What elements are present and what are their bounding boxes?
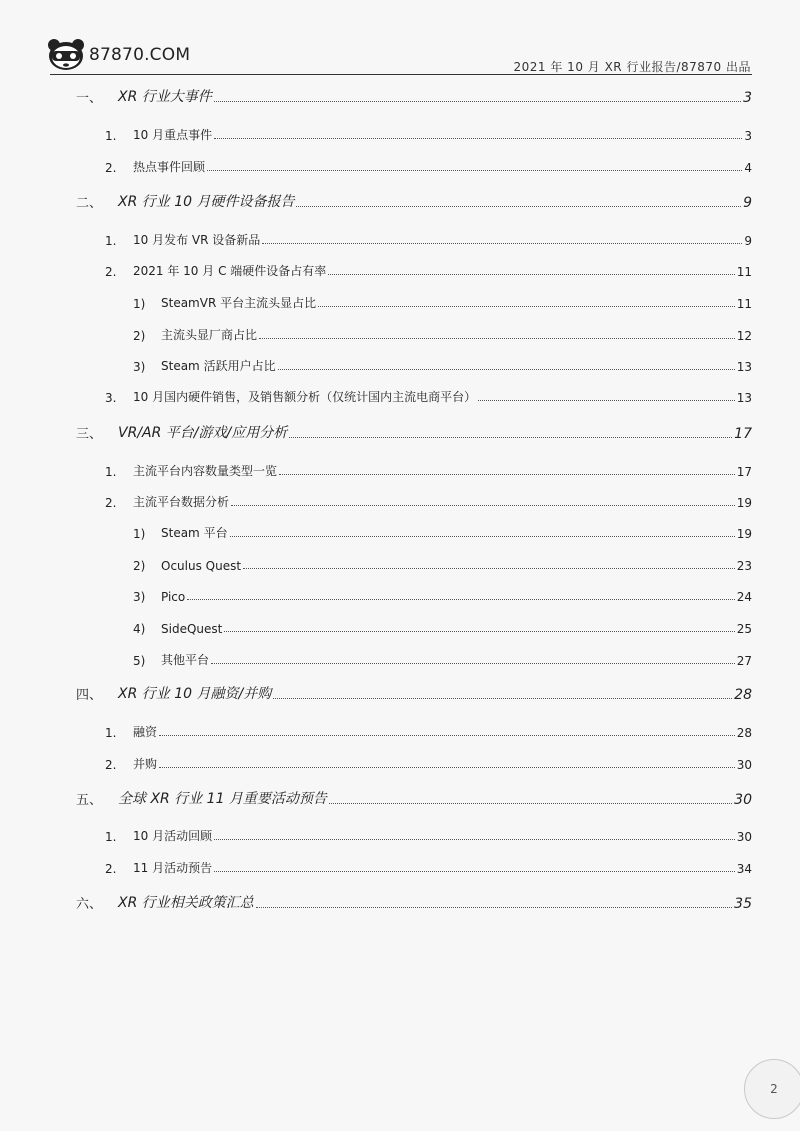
toc-number: 1) xyxy=(133,297,146,311)
toc-page: 4 xyxy=(744,161,752,175)
toc-page: 12 xyxy=(736,329,752,343)
toc-title: SteamVR 平台主流头显占比 xyxy=(161,296,317,310)
toc-title: 其他平台 xyxy=(161,653,210,667)
dot-leader xyxy=(259,338,735,339)
toc-entry[interactable] xyxy=(133,293,752,311)
dot-leader xyxy=(279,474,735,475)
toc-entry[interactable] xyxy=(105,858,752,876)
toc-entry[interactable] xyxy=(76,424,752,442)
toc-title: Steam 活跃用户占比 xyxy=(161,359,276,373)
toc-number: 2. xyxy=(105,862,117,876)
toc-title: 2021 年 10 月 C 端硬件设备占有率 xyxy=(133,264,327,278)
toc-entry[interactable] xyxy=(133,618,752,636)
dot-leader xyxy=(256,907,732,908)
dot-leader xyxy=(328,274,734,275)
toc-number: 1) xyxy=(133,527,146,541)
dot-leader xyxy=(478,400,735,401)
toc-entry[interactable] xyxy=(105,826,752,844)
toc-title: XR 行业 10 月硬件设备报告 xyxy=(118,194,295,210)
dot-leader xyxy=(207,170,742,171)
dot-leader xyxy=(329,803,732,804)
dot-leader xyxy=(318,306,735,307)
toc-title: 11 月活动预告 xyxy=(133,861,213,875)
dot-leader xyxy=(211,663,735,664)
dot-leader xyxy=(296,206,741,207)
dot-leader xyxy=(289,437,732,438)
dot-leader xyxy=(187,599,734,600)
toc-entry[interactable] xyxy=(105,754,752,772)
toc-entry[interactable] xyxy=(76,193,752,211)
page-number-badge xyxy=(744,1059,800,1119)
toc-page: 27 xyxy=(736,654,752,668)
header-divider xyxy=(50,74,752,75)
panda-logo-icon xyxy=(47,38,85,72)
toc-number: 5) xyxy=(133,654,146,668)
toc-number: 2. xyxy=(105,265,117,279)
toc-number: 2. xyxy=(105,161,117,175)
dot-leader xyxy=(230,536,735,537)
toc-page: 17 xyxy=(734,426,752,442)
toc-number: 3. xyxy=(105,391,117,405)
toc-entry[interactable] xyxy=(105,157,752,175)
toc-number: 2) xyxy=(133,559,146,573)
toc-page: 19 xyxy=(736,496,752,510)
toc-number: 1. xyxy=(105,726,117,740)
toc-title: 主流平台数据分析 xyxy=(133,495,230,509)
toc-page: 9 xyxy=(744,234,752,248)
logo-text: 87870.COM xyxy=(89,45,191,65)
dot-leader xyxy=(273,698,732,699)
toc-entry[interactable] xyxy=(105,387,752,405)
dot-leader xyxy=(262,243,742,244)
dot-leader xyxy=(214,138,742,139)
toc-number: 1. xyxy=(105,234,117,248)
logo xyxy=(47,38,190,72)
toc-page: 13 xyxy=(736,391,752,405)
toc-page: 3 xyxy=(744,129,752,143)
toc-title: 主流头显厂商占比 xyxy=(161,328,258,342)
header-title: 2021 年 10 月 XR 行业报告/87870 出品 xyxy=(513,60,751,74)
toc-entry[interactable] xyxy=(133,650,752,668)
toc-number: 四、 xyxy=(76,688,103,703)
dot-leader xyxy=(214,101,741,102)
toc-number: 3) xyxy=(133,590,146,604)
toc-title: 10 月发布 VR 设备新品 xyxy=(133,233,261,247)
toc-entry[interactable] xyxy=(105,125,752,143)
toc-page: 34 xyxy=(736,862,752,876)
toc-entry[interactable] xyxy=(105,230,752,248)
toc-page: 11 xyxy=(736,297,752,311)
toc-number: 2. xyxy=(105,496,117,510)
toc-page: 30 xyxy=(736,830,752,844)
toc-page: 9 xyxy=(743,195,752,211)
toc-title: VR/AR 平台/游戏/应用分析 xyxy=(118,425,288,441)
toc-page: 30 xyxy=(734,792,752,808)
toc-title: XR 行业相关政策汇总 xyxy=(118,895,254,911)
toc-number: 3) xyxy=(133,360,146,374)
toc-entry[interactable] xyxy=(76,685,752,703)
toc-page: 17 xyxy=(736,465,752,479)
toc-number: 2. xyxy=(105,758,117,772)
toc-title: Steam 平台 xyxy=(161,526,228,540)
toc-entry[interactable] xyxy=(133,523,752,541)
toc-title: Oculus Quest xyxy=(161,559,242,573)
dot-leader xyxy=(214,871,735,872)
toc-entry[interactable] xyxy=(105,492,752,510)
toc-number: 六、 xyxy=(76,897,103,912)
toc-number: 1. xyxy=(105,830,117,844)
toc-number: 一、 xyxy=(76,91,103,106)
dot-leader xyxy=(159,735,735,736)
toc-number: 1. xyxy=(105,465,117,479)
toc-title: 10 月国内硬件销售，及销售额分析（仅统计国内主流电商平台） xyxy=(133,390,477,404)
toc-number: 2) xyxy=(133,329,146,343)
toc-title: 主流平台内容数量类型一览 xyxy=(133,464,278,478)
toc-number: 三、 xyxy=(76,427,103,442)
toc-page: 19 xyxy=(736,527,752,541)
toc-page: 28 xyxy=(734,687,752,703)
toc-page: 25 xyxy=(736,622,752,636)
toc-entry[interactable] xyxy=(76,88,752,106)
dot-leader xyxy=(231,505,735,506)
toc-number: 1. xyxy=(105,129,117,143)
toc-title: 10 月重点事件 xyxy=(133,128,213,142)
toc-entry[interactable] xyxy=(105,461,752,479)
toc-page: 35 xyxy=(734,896,752,912)
toc-title: SideQuest xyxy=(161,622,223,636)
dot-leader xyxy=(278,369,735,370)
toc-page: 30 xyxy=(736,758,752,772)
toc-entry[interactable] xyxy=(105,722,752,740)
dot-leader xyxy=(159,767,735,768)
toc-entry[interactable] xyxy=(76,790,752,808)
dot-leader xyxy=(214,839,735,840)
toc-number: 4) xyxy=(133,622,146,636)
toc-entry[interactable] xyxy=(133,555,752,573)
page-header xyxy=(0,0,800,80)
toc-title: 热点事件回顾 xyxy=(133,160,206,174)
toc-title: 并购 xyxy=(133,757,158,771)
toc-title: Pico xyxy=(161,590,186,604)
toc-title: XR 行业 10 月融资/并购 xyxy=(118,686,272,702)
toc-title: 全球 XR 行业 11 月重要活动预告 xyxy=(118,791,327,807)
dot-leader xyxy=(224,631,734,632)
toc-entry[interactable] xyxy=(133,586,752,604)
toc-number: 二、 xyxy=(76,196,103,211)
toc-page: 13 xyxy=(736,360,752,374)
toc-title: 融资 xyxy=(133,725,158,739)
toc-page: 23 xyxy=(736,559,752,573)
page-number: 2 xyxy=(770,1082,778,1096)
toc-title: XR 行业大事件 xyxy=(118,89,212,105)
toc-title: 10 月活动回顾 xyxy=(133,829,213,843)
toc-entry[interactable] xyxy=(105,261,752,279)
dot-leader xyxy=(243,568,735,569)
toc-page: 3 xyxy=(743,90,752,106)
toc-entry[interactable] xyxy=(133,325,752,343)
toc-number: 五、 xyxy=(76,793,103,808)
toc-entry[interactable] xyxy=(76,894,752,912)
toc-entry[interactable] xyxy=(133,356,752,374)
toc-page: 28 xyxy=(736,726,752,740)
toc-page: 24 xyxy=(736,590,752,604)
toc-page: 11 xyxy=(736,265,752,279)
